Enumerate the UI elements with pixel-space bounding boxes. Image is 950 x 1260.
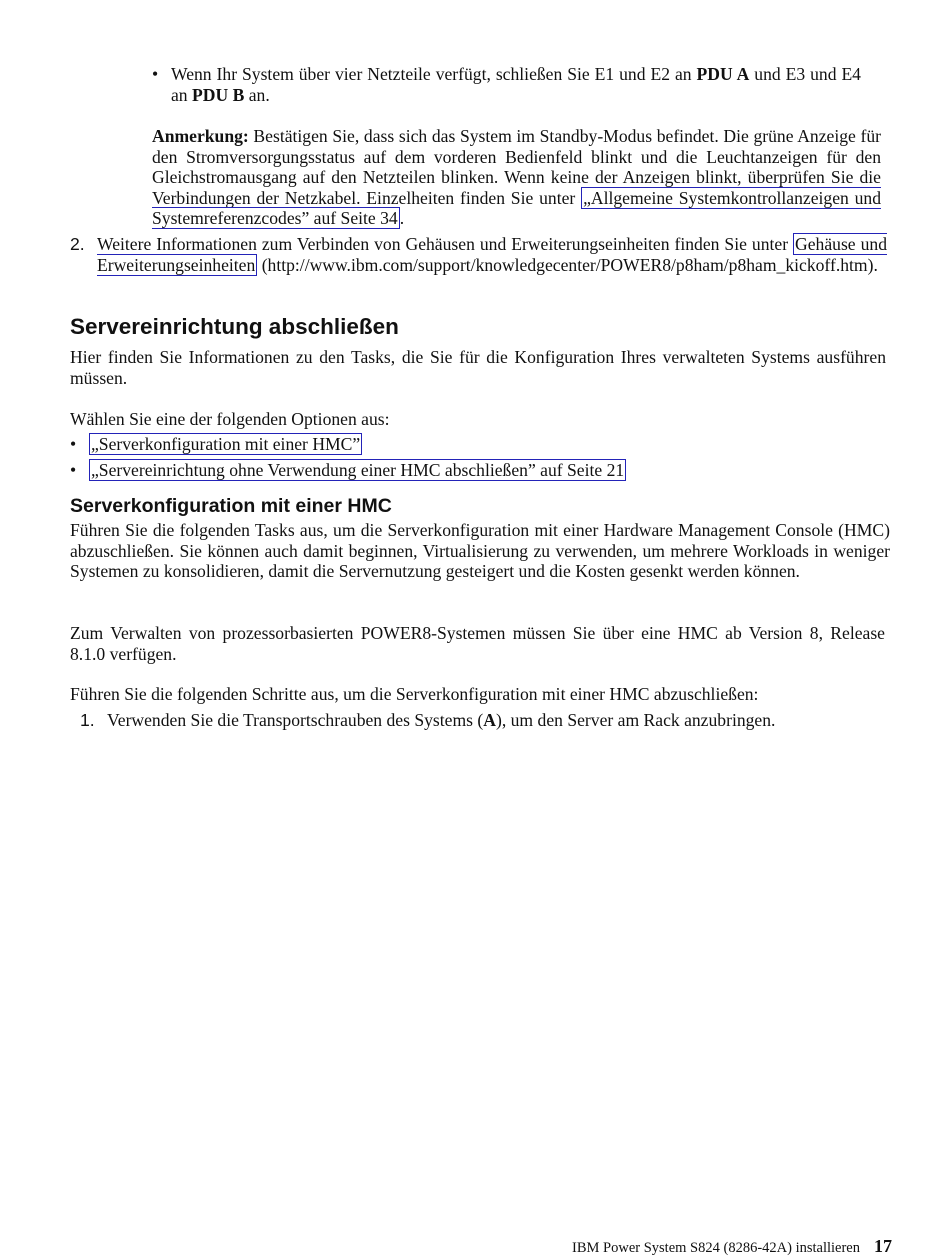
step-2-number: 2. xyxy=(70,234,85,254)
subsection-p3-text: Führen Sie die folgenden Schritte aus, um die Serverkonfiguration mit einer HMC abzuschließen: xyxy=(70,684,759,704)
option-1 xyxy=(70,434,879,455)
pdu-b: PDU B xyxy=(192,84,245,105)
subsection-paragraph-1 xyxy=(70,520,890,582)
section-intro xyxy=(70,347,886,388)
subsection-p2-text: Zum Verwalten von prozessorbasierten POWER8-Systemen müssen Sie über eine HMC ab Version 8, Release 8.1.0 verfügen. xyxy=(70,623,885,664)
subsection-p1-text: Führen Sie die folgenden Tasks aus, um die Serverkonfiguration mit einer Hardware Management Console (HMC) abzuschließen. Sie können auch damit beginnen, Virtualisierung zu verwenden, um mehrere Workloads in weniger Systemen zu konsolidieren, damit die Servernutzung gesteigert und die Kosten gesenkt werden können. xyxy=(70,520,890,581)
note-label: Anmerkung: xyxy=(152,126,249,146)
link-enclosures[interactable]: Gehäuse und Erweiterungseinheiten xyxy=(97,234,887,275)
step-2-text: Weitere Informationen zum Verbinden von Gehäusen und Erweiterungseinheiten finden Sie unter xyxy=(97,234,794,254)
page-number: 17 xyxy=(874,1236,892,1256)
step-1-prefix: Verwenden Sie die Transportschrauben des Systems ( xyxy=(107,710,484,730)
subsection-paragraph-2 xyxy=(70,623,885,664)
subsection-title: Serverkonfiguration mit einer HMC xyxy=(70,495,392,517)
step-1-number: 1. xyxy=(80,710,95,730)
sub-bullet-mid: und E3 und E4 an xyxy=(171,64,861,105)
step-2 xyxy=(70,234,887,275)
bullet-icon: • xyxy=(152,64,159,84)
sub-bullet-prefix: Wenn Ihr System über vier Netzteile verfügt, schließen Sie E1 und E2 an xyxy=(171,64,697,84)
sub-bullet-suffix: an. xyxy=(244,84,270,105)
step-2-url: (http://www.ibm.com/support/knowledgecenter/POWER8/p8ham/p8ham_kickoff.htm). xyxy=(257,254,878,275)
option-2 xyxy=(70,460,879,481)
note-end: . xyxy=(399,208,405,228)
link-system-indicators[interactable]: „Allgemeine Systemkontrollanzeigen und Systemreferenzcodes” auf Seite 34 xyxy=(152,187,881,228)
section-choose-text: Wählen Sie eine der folgenden Optionen aus: xyxy=(70,409,390,429)
section-title: Servereinrichtung abschließen xyxy=(70,314,399,339)
step-1 xyxy=(80,710,887,731)
bullet-icon: • xyxy=(70,460,77,480)
note-text: Bestätigen Sie, dass sich das System im Standby-Modus befindet. Die grüne Anzeige für den Stromversorgungsstatus auf dem vorderen Bedienfeld blinkt und die Leuchtanzeigen für den Gleichstromausgang auf den Netzteilen blinken. Wenn keine der Anzeigen blinkt, überprüfen Sie die Verbindungen der Netzkabel. Einzelheiten finden Sie unter xyxy=(152,126,881,208)
section-choose xyxy=(70,409,886,430)
section-intro-text: Hier finden Sie Informationen zu den Tasks, die Sie für die Konfiguration Ihres verwalteten Systems ausführen müssen. xyxy=(70,347,886,388)
note-paragraph xyxy=(152,126,881,229)
page-footer xyxy=(572,1236,892,1257)
bullet-icon: • xyxy=(70,434,77,454)
sub-bullet-power-supplies xyxy=(152,64,861,105)
pdu-a: PDU A xyxy=(696,64,750,84)
step-1-suffix: ), um den Server am Rack anzubringen. xyxy=(495,710,776,730)
step-1-bold: A xyxy=(483,710,496,730)
footer-title: IBM Power System S824 (8286-42A) installieren xyxy=(572,1240,860,1256)
link-setup-without-hmc[interactable]: „Servereinrichtung ohne Verwendung einer HMC abschließen” auf Seite 21 xyxy=(91,460,625,480)
subsection-paragraph-3 xyxy=(70,684,886,705)
link-server-config-hmc[interactable]: „Serverkonfiguration mit einer HMC” xyxy=(91,434,361,454)
